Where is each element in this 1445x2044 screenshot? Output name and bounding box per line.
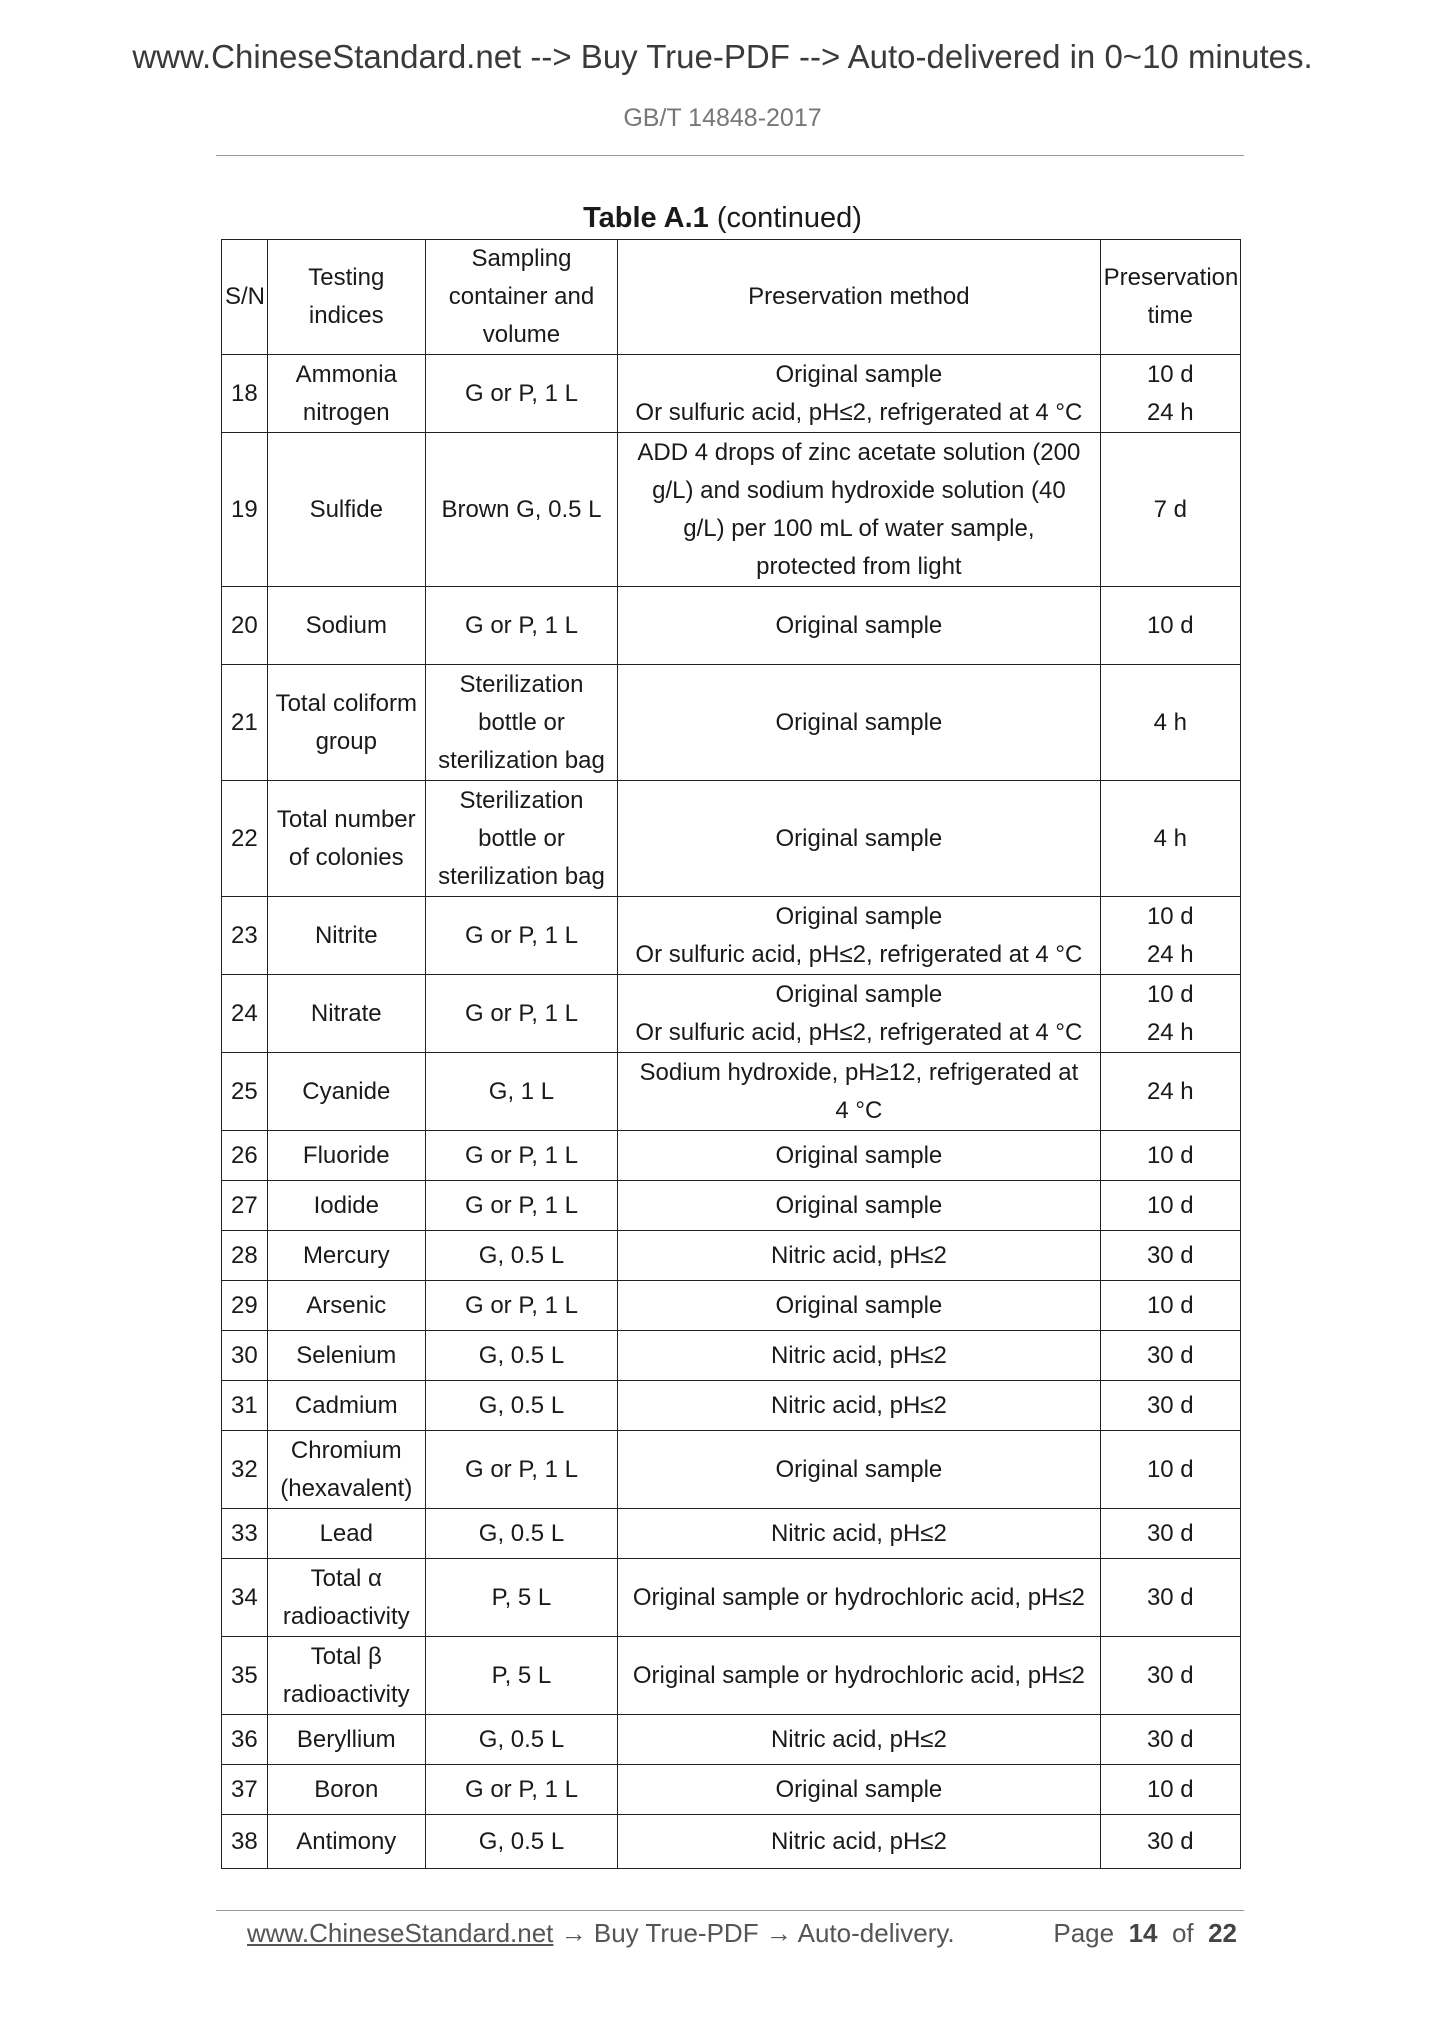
cell-testing-index: Cyanide xyxy=(267,1053,425,1131)
table-row xyxy=(222,1715,1241,1765)
cell-time: 10 d xyxy=(1100,1765,1240,1815)
cell-sn: 28 xyxy=(222,1231,268,1281)
cell-method: Nitric acid, pH≤2 xyxy=(618,1331,1100,1381)
cell-testing-index: Ammonia nitrogen xyxy=(267,355,425,433)
cell-sn: 19 xyxy=(222,433,268,587)
cell-method: Nitric acid, pH≤2 xyxy=(618,1815,1100,1869)
cell-testing-index: Nitrate xyxy=(267,975,425,1053)
table-title-number: Table A.1 xyxy=(583,202,709,234)
cell-testing-index: Sodium xyxy=(267,587,425,665)
col-header-container: Sampling container and volume xyxy=(425,240,617,355)
cell-testing-index: Fluoride xyxy=(267,1131,425,1181)
cell-container: G, 0.5 L xyxy=(425,1509,617,1559)
cell-container: G or P, 1 L xyxy=(425,1131,617,1181)
footer-text-buy: Buy True-PDF xyxy=(593,1918,759,1948)
cell-method: Original sample Or sulfuric acid, pH≤2, refrigerated at 4 °C xyxy=(618,355,1100,433)
cell-method: Nitric acid, pH≤2 xyxy=(618,1231,1100,1281)
cell-method: Original sample Or sulfuric acid, pH≤2, refrigerated at 4 °C xyxy=(618,975,1100,1053)
cell-container: G, 0.5 L xyxy=(425,1331,617,1381)
cell-container: P, 5 L xyxy=(425,1637,617,1715)
cell-container: Sterilization bottle or sterilization bag xyxy=(425,781,617,897)
cell-time: 10 d 24 h xyxy=(1100,355,1240,433)
cell-method: Original sample or hydrochloric acid, pH≤2 xyxy=(618,1559,1100,1637)
table-header-row xyxy=(222,240,1241,355)
footer-divider xyxy=(216,1910,1244,1911)
arrow-right-icon: → xyxy=(560,1918,594,1948)
cell-sn: 27 xyxy=(222,1181,268,1231)
cell-time: 10 d xyxy=(1100,1181,1240,1231)
col-header-time: Preservation time xyxy=(1100,240,1240,355)
arrow-right-icon: → xyxy=(765,1918,798,1948)
cell-sn: 25 xyxy=(222,1053,268,1131)
cell-testing-index: Selenium xyxy=(267,1331,425,1381)
cell-testing-index: Total coliform group xyxy=(267,665,425,781)
cell-time: 24 h xyxy=(1100,1053,1240,1131)
cell-testing-index: Iodide xyxy=(267,1181,425,1231)
cell-testing-index: Lead xyxy=(267,1509,425,1559)
cell-method: Nitric acid, pH≤2 xyxy=(618,1509,1100,1559)
footer-text-delivery: Auto-delivery. xyxy=(797,1918,955,1948)
table-row xyxy=(222,1431,1241,1509)
cell-testing-index: Nitrite xyxy=(267,897,425,975)
header-divider xyxy=(216,155,1244,156)
cell-testing-index: Total α radioactivity xyxy=(267,1559,425,1637)
cell-time: 30 d xyxy=(1100,1381,1240,1431)
cell-sn: 22 xyxy=(222,781,268,897)
cell-method: ADD 4 drops of zinc acetate solution (200 g/L) and sodium hydroxide solution (40 g/L) per 100 mL of water sample, protected from light xyxy=(618,433,1100,587)
table-title xyxy=(0,202,1445,235)
cell-container: G or P, 1 L xyxy=(425,355,617,433)
cell-method: Original sample xyxy=(618,1765,1100,1815)
cell-container: G, 1 L xyxy=(425,1053,617,1131)
cell-sn: 24 xyxy=(222,975,268,1053)
cell-method: Original sample xyxy=(618,1181,1100,1231)
cell-method: Original sample xyxy=(618,1281,1100,1331)
table-row xyxy=(222,433,1241,587)
cell-container: G or P, 1 L xyxy=(425,1281,617,1331)
cell-container: G or P, 1 L xyxy=(425,897,617,975)
standard-number: GB/T 14848-2017 xyxy=(623,104,822,132)
cell-time: 10 d 24 h xyxy=(1100,897,1240,975)
cell-sn: 37 xyxy=(222,1765,268,1815)
table-row xyxy=(222,975,1241,1053)
cell-method: Original sample xyxy=(618,665,1100,781)
cell-sn: 33 xyxy=(222,1509,268,1559)
cell-testing-index: Total β radioactivity xyxy=(267,1637,425,1715)
cell-sn: 21 xyxy=(222,665,268,781)
footer-link[interactable]: www.ChineseStandard.net xyxy=(247,1918,554,1948)
cell-container: G or P, 1 L xyxy=(425,1181,617,1231)
cell-sn: 31 xyxy=(222,1381,268,1431)
table-row xyxy=(222,1637,1241,1715)
cell-sn: 18 xyxy=(222,355,268,433)
cell-container: P, 5 L xyxy=(425,1559,617,1637)
cell-method: Original sample xyxy=(618,1431,1100,1509)
cell-time: 10 d xyxy=(1100,1431,1240,1509)
cell-time: 10 d xyxy=(1100,1131,1240,1181)
cell-testing-index: Boron xyxy=(267,1765,425,1815)
header-banner: www.ChineseStandard.net --> Buy True-PDF --> Auto-delivered in 0~10 minutes. xyxy=(132,38,1313,75)
cell-time: 10 d xyxy=(1100,1281,1240,1331)
table-row xyxy=(222,1765,1241,1815)
col-header-method: Preservation method xyxy=(618,240,1100,355)
cell-testing-index: Cadmium xyxy=(267,1381,425,1431)
cell-method: Original sample xyxy=(618,1131,1100,1181)
cell-testing-index: Sulfide xyxy=(267,433,425,587)
cell-container: G, 0.5 L xyxy=(425,1381,617,1431)
cell-container: G or P, 1 L xyxy=(425,1765,617,1815)
cell-sn: 34 xyxy=(222,1559,268,1637)
table-row xyxy=(222,1181,1241,1231)
table-row xyxy=(222,1231,1241,1281)
cell-container: G or P, 1 L xyxy=(425,1431,617,1509)
table-row xyxy=(222,1281,1241,1331)
cell-sn: 30 xyxy=(222,1331,268,1381)
cell-time: 30 d xyxy=(1100,1231,1240,1281)
table-row xyxy=(222,1053,1241,1131)
table-row xyxy=(222,781,1241,897)
page-current: 14 xyxy=(1128,1918,1158,1948)
cell-method: Original sample xyxy=(618,587,1100,665)
cell-testing-index: Arsenic xyxy=(267,1281,425,1331)
cell-sn: 32 xyxy=(222,1431,268,1509)
cell-testing-index: Chromium (hexavalent) xyxy=(267,1431,425,1509)
cell-time: 10 d xyxy=(1100,587,1240,665)
cell-time: 4 h xyxy=(1100,665,1240,781)
table-body xyxy=(222,355,1241,1869)
cell-sn: 23 xyxy=(222,897,268,975)
cell-method: Original sample or hydrochloric acid, pH≤2 xyxy=(618,1637,1100,1715)
cell-time: 10 d 24 h xyxy=(1100,975,1240,1053)
cell-container: Sterilization bottle or sterilization bag xyxy=(425,665,617,781)
cell-time: 30 d xyxy=(1100,1559,1240,1637)
cell-container: G, 0.5 L xyxy=(425,1815,617,1869)
cell-time: 7 d xyxy=(1100,433,1240,587)
cell-container: G or P, 1 L xyxy=(425,975,617,1053)
cell-method: Original sample Or sulfuric acid, pH≤2, refrigerated at 4 °C xyxy=(618,897,1100,975)
footer xyxy=(247,1914,1237,1952)
table-row xyxy=(222,587,1241,665)
table-row xyxy=(222,1381,1241,1431)
cell-time: 30 d xyxy=(1100,1815,1240,1869)
cell-sn: 35 xyxy=(222,1637,268,1715)
cell-testing-index: Antimony xyxy=(267,1815,425,1869)
table-row xyxy=(222,665,1241,781)
table-row xyxy=(222,1509,1241,1559)
cell-method: Nitric acid, pH≤2 xyxy=(618,1715,1100,1765)
cell-time: 30 d xyxy=(1100,1331,1240,1381)
cell-time: 4 h xyxy=(1100,781,1240,897)
cell-container: Brown G, 0.5 L xyxy=(425,433,617,587)
cell-testing-index: Total number of colonies xyxy=(267,781,425,897)
cell-container: G or P, 1 L xyxy=(425,587,617,665)
table-title-suffix: (continued) xyxy=(716,202,862,234)
cell-sn: 20 xyxy=(222,587,268,665)
page-total: 22 xyxy=(1208,1918,1237,1948)
cell-testing-index: Beryllium xyxy=(267,1715,425,1765)
table-row xyxy=(222,1559,1241,1637)
col-header-indices: Testing indices xyxy=(267,240,425,355)
table-row xyxy=(222,1815,1241,1869)
cell-container: G, 0.5 L xyxy=(425,1231,617,1281)
cell-time: 30 d xyxy=(1100,1715,1240,1765)
col-header-sn: S/N xyxy=(222,240,268,355)
preservation-table xyxy=(221,239,1241,1869)
table-row xyxy=(222,897,1241,975)
cell-sn: 26 xyxy=(222,1131,268,1181)
cell-sn: 36 xyxy=(222,1715,268,1765)
cell-sn: 29 xyxy=(222,1281,268,1331)
cell-method: Sodium hydroxide, pH≥12, refrigerated at 4 °C xyxy=(618,1053,1100,1131)
table-row xyxy=(222,355,1241,433)
cell-time: 30 d xyxy=(1100,1509,1240,1559)
cell-method: Original sample xyxy=(618,781,1100,897)
cell-testing-index: Mercury xyxy=(267,1231,425,1281)
page-indicator: Page 14 of 22 xyxy=(1053,1918,1237,1948)
table-row xyxy=(222,1331,1241,1381)
cell-method: Nitric acid, pH≤2 xyxy=(618,1381,1100,1431)
cell-time: 30 d xyxy=(1100,1637,1240,1715)
cell-sn: 38 xyxy=(222,1815,268,1869)
table-row xyxy=(222,1131,1241,1181)
cell-container: G, 0.5 L xyxy=(425,1715,617,1765)
